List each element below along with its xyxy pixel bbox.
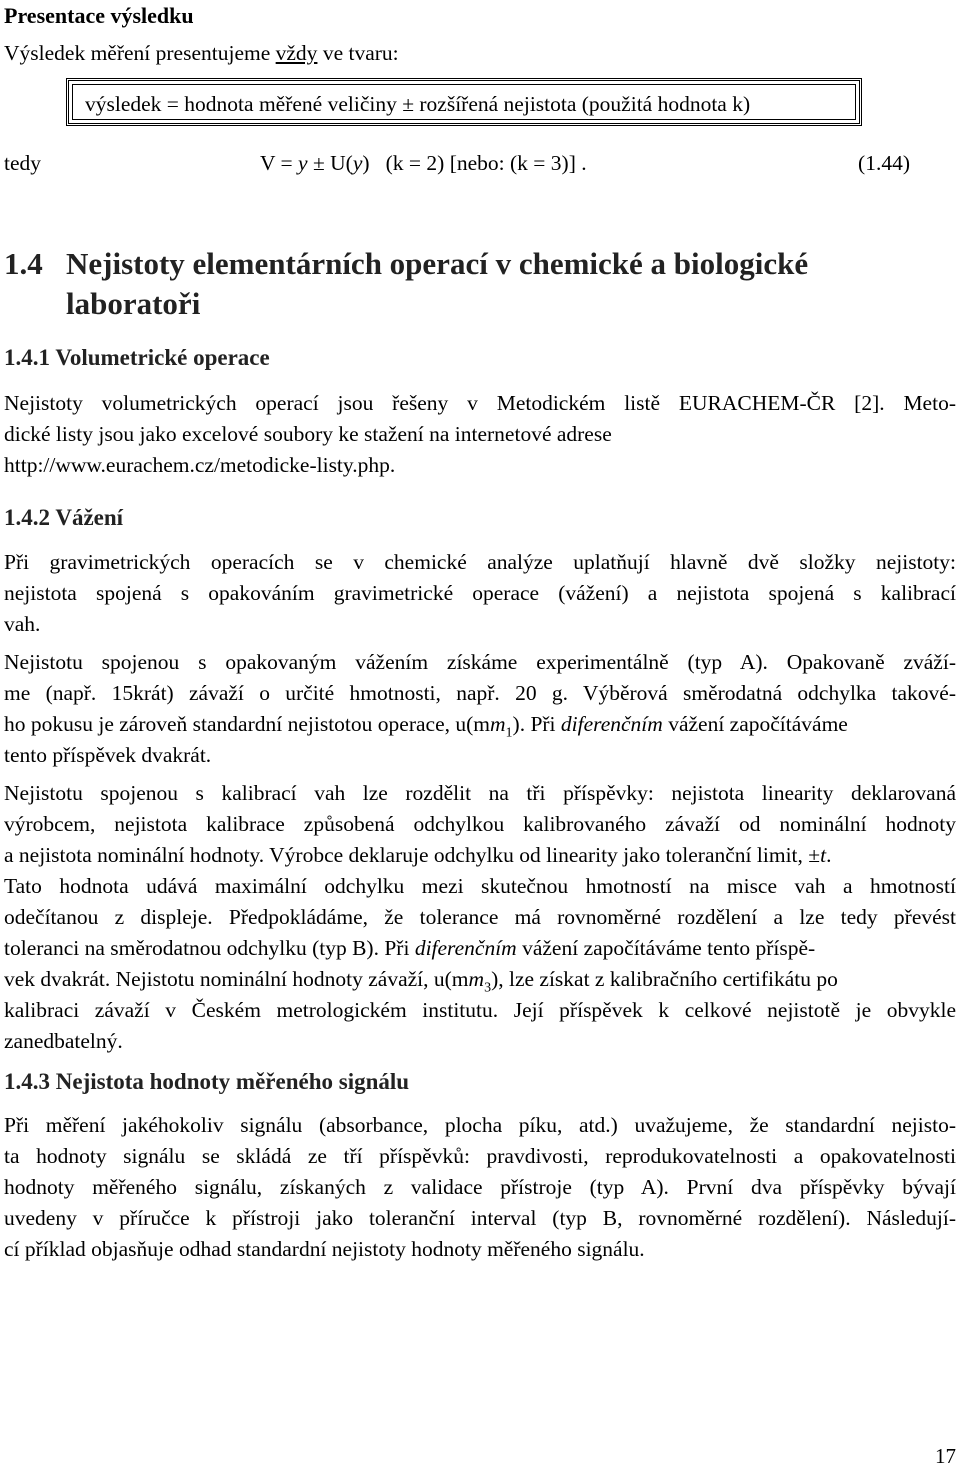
italic-term: diferenčním <box>414 936 517 960</box>
paragraph-weighing-1 <box>4 547 956 640</box>
line-segment: ). Při <box>512 712 561 736</box>
paragraph-weighing-3 <box>4 778 956 1057</box>
line-text: nejistota spojená s opakováním gravimetrické operace (vážení) a nejistota spojená s kalibrací <box>4 581 956 605</box>
line-text: ta hodnoty signálu se skládá ze tří příspěvků: pravdivosti, reprodukovatelnosti a opakovatelnosti <box>4 1144 956 1168</box>
paragraph-line: vek dvakrát. Nejistotu nominální hodnoty závaží, $u(mm_3)$, lze získat z kalibračního certifikátu po <box>4 967 838 996</box>
line-text-part: ho pokusu je zároveň standardní nejistotou operace, $u(mm_1)$. Při diferenčním vážení započítáváme <box>4 712 848 741</box>
page-number: 17 <box>935 1444 956 1468</box>
line-text: vah. <box>4 612 41 636</box>
line-text: uvedeny v příručce k přístroji jako toleranční interval (typ B, rovnoměrné rozdělení). Následují- <box>4 1206 956 1230</box>
subsection-title-signal: 1.4.3 Nejistota hodnoty měřeného signálu <box>4 1069 410 1094</box>
paragraph-volumetric <box>4 388 956 481</box>
subsection-title-weighing: 1.4.2 Vážení <box>4 505 124 530</box>
equation-expression: V = y ± U(y) (k = 2) [nebo: (k = 3)] . <box>260 151 587 175</box>
equation-row <box>4 148 910 179</box>
line-segment: vážení započítáváme tento příspě- <box>516 936 816 960</box>
intro-line <box>4 38 399 69</box>
line-segment: . <box>826 843 832 867</box>
line-text: zanedbatelný. <box>4 1029 123 1053</box>
chapter-title-line-2: laboratoři <box>66 286 201 321</box>
intro-prefix: Výsledek měření presentujeme <box>4 41 276 65</box>
italic-term: diferenčním <box>560 712 663 736</box>
subscript: 3 <box>484 980 492 996</box>
chapter-number: 1.4 <box>4 246 43 281</box>
paragraph-line <box>4 709 956 740</box>
formula-box-text: výsledek = hodnota měřené veličiny ± rozšířená nejistota (použitá hodnota k) <box>85 92 751 116</box>
line-text: Při gravimetrických operacích se v chemické analýze uplatňují hlavně dvě složky nejistoty: <box>4 550 956 574</box>
line-text: Tato hodnota udává maximální odchylku mezi skutečnou hmotností na misce vah a hmotností <box>4 874 956 898</box>
line-text: cí příklad objasňuje odhad standardní nejistoty hodnoty měřeného signálu. <box>4 1237 645 1261</box>
paragraph-line <box>4 419 956 450</box>
equation-lead: tedy <box>4 151 42 175</box>
paragraph-line <box>4 450 956 481</box>
subsection-title-volumetric: 1.4.1 Volumetrické operace <box>4 345 270 370</box>
subscript: 1 <box>505 725 513 741</box>
line-text: Nejistotu spojenou s kalibrací vah lze rozdělit na tři příspěvky: nejistota linearity deklarovaná <box>4 781 956 805</box>
line-text: Při měření jakéhokoliv signálu (absorbance, plocha píku, atd.) uvažujeme, že standardní nejisto- <box>4 1113 956 1137</box>
line-text: http://www.eurachem.cz/metodicke-listy.php. <box>4 453 396 477</box>
paragraph-line <box>4 933 956 964</box>
paragraph-line <box>4 840 956 871</box>
line-text: Nejistotu spojenou s opakovaným vážením získáme experimentálně (typ A). Opakovaně zváží- <box>4 650 956 674</box>
line-segment: a nejistota nominální hodnoty. Výrobce deklaruje odchylku od linearity jako toleranční limit, ± <box>4 843 821 867</box>
line-text: kalibraci závaží v Českém metrologickém institutu. Její příspěvek k celkové nejistotě je obvykle <box>4 998 956 1022</box>
line-text: tento příspěvek dvakrát. <box>4 743 212 767</box>
line-segment: toleranci na směrodatnou odchylku (typ B). Při <box>4 936 415 960</box>
line-text: výrobcem, nejistota kalibrace způsobená odchylkou kalibrovaného závaží od nominální hodnoty <box>4 812 956 836</box>
italic-term: t <box>820 843 827 867</box>
line-text: odečítanou z displeje. Předpokládáme, že tolerance má rovnoměrné rozdělení a lze tedy převést <box>4 905 956 929</box>
section-title: Presentace výsledku <box>4 3 194 28</box>
intro-suffix: ve tvaru: <box>317 41 399 65</box>
line-text: Nejistoty volumetrických operací jsou řešeny v Metodickém listě EURACHEM-ČR [2]. Meto- <box>4 391 956 415</box>
line-text: hodnoty měřeného signálu, získaných z validace přístroje (typ A). První dva příspěvky bývají <box>4 1175 956 1199</box>
formula-box <box>66 78 862 126</box>
line-text: me (např. 15krát) závaží o určité hmotnosti, např. 20 g. Výběrová směrodatná odchylka takové- <box>4 681 956 705</box>
line-text: dické listy jsou jako excelové soubory ke stažení na internetové adrese <box>4 422 612 446</box>
line-segment: vek dvakrát. Nejistotu nominální hodnoty závaží, u(m <box>4 967 469 991</box>
equation-number: (1.44) <box>858 151 910 175</box>
line-segment: ho pokusu je zároveň standardní nejistotou operace, u(m <box>4 712 490 736</box>
line-segment: vážení započítáváme <box>662 712 848 736</box>
paragraph-weighing-2 <box>4 647 956 771</box>
paragraph-line <box>4 388 956 419</box>
intro-underlined: vždy <box>275 41 318 65</box>
line-segment: ), lze získat z kalibračního certifikátu po <box>491 967 838 991</box>
paragraph-signal <box>4 1110 956 1265</box>
chapter-title-line-1: Nejistoty elementárních operací v chemické a biologické <box>66 246 809 281</box>
